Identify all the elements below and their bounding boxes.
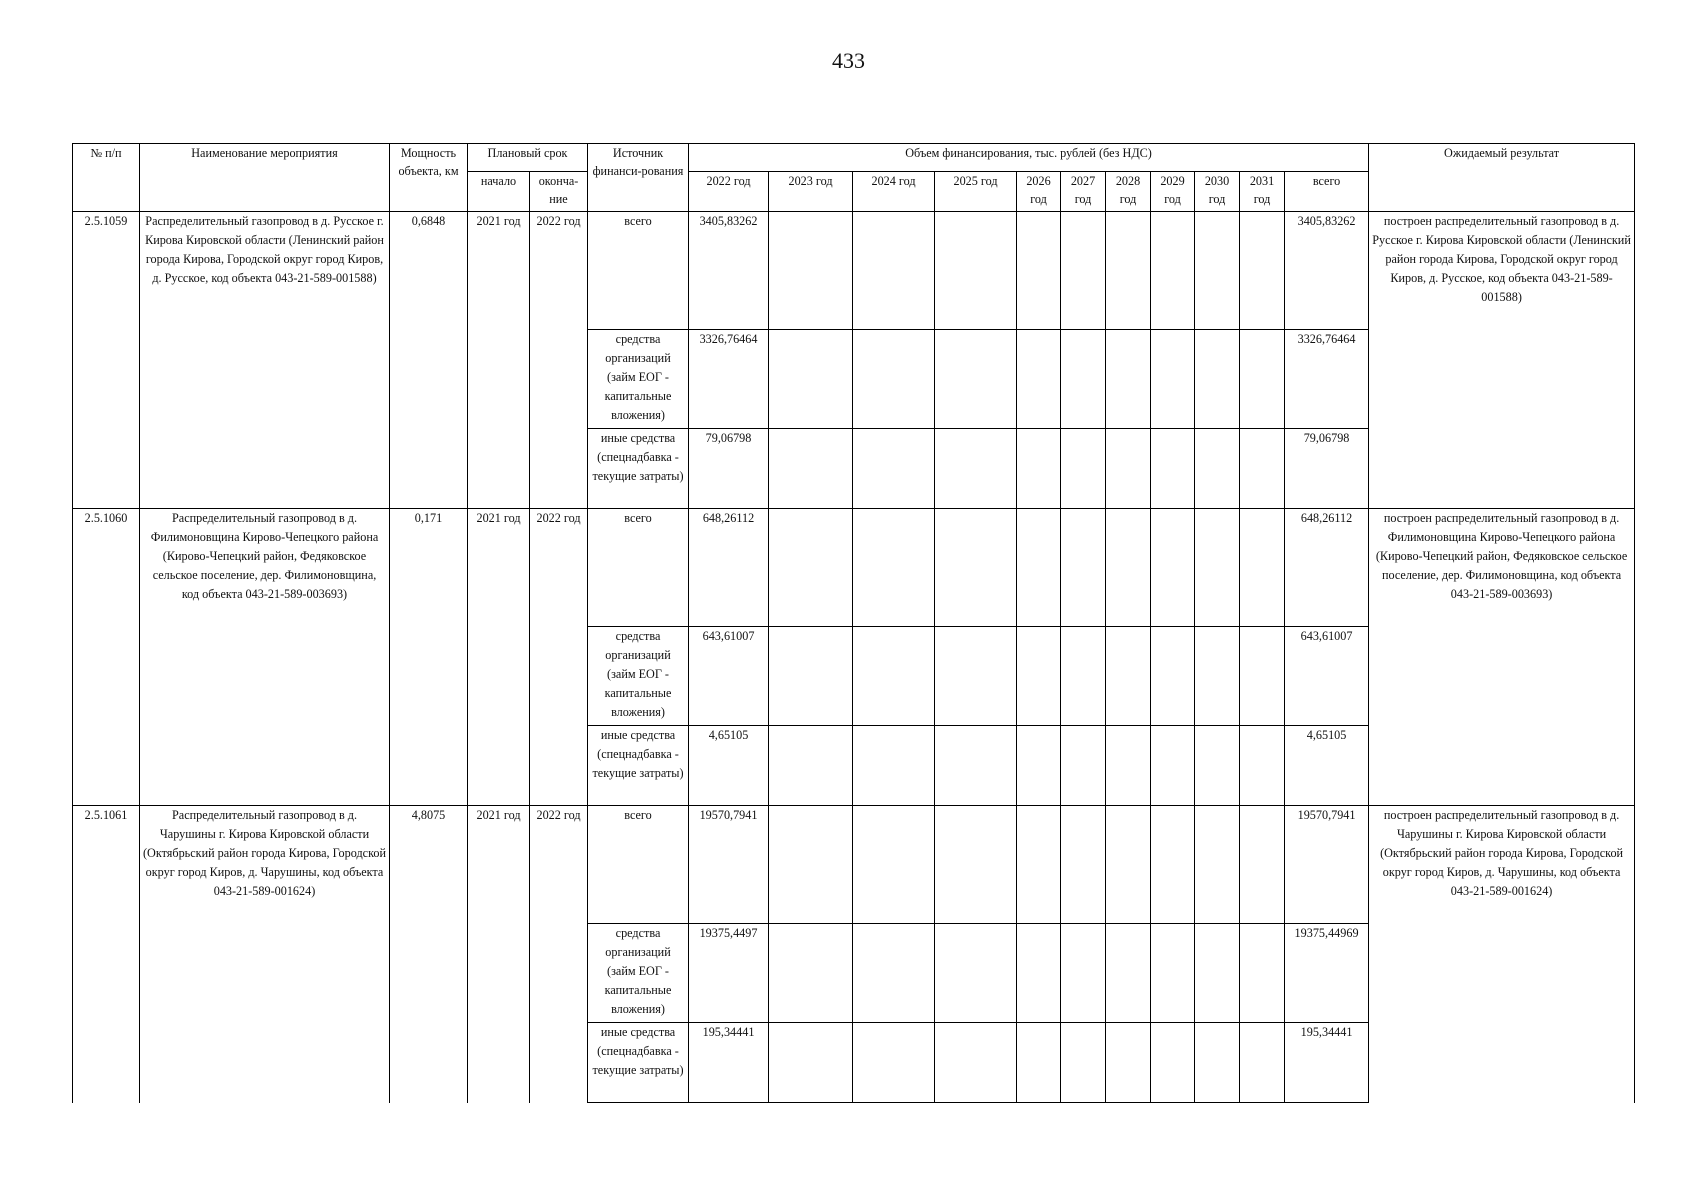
- row-value-total: 79,06798: [1285, 429, 1369, 509]
- row-name: Распределительный газопровод в д. Филимоновщина Кирово-Чепецкого района (Кирово-Чепецкий район, Федяковское сельское поселение, дер. Филимоновщина, код объекта 043-21-589-003693): [140, 509, 390, 806]
- header-end: оконча-ние: [530, 172, 588, 212]
- empty-cell: [1106, 627, 1151, 726]
- empty-cell: [1151, 726, 1195, 806]
- empty-cell: [1195, 627, 1240, 726]
- empty-cell: [769, 726, 853, 806]
- row-source: всего: [588, 806, 689, 924]
- empty-cell: [1017, 924, 1061, 1023]
- row-capacity: 0,6848: [390, 212, 468, 509]
- empty-cell: [1017, 509, 1061, 627]
- header-year-2028: 2028 год: [1106, 172, 1151, 212]
- empty-cell: [769, 627, 853, 726]
- empty-cell: [935, 212, 1017, 330]
- empty-cell: [1240, 1023, 1285, 1103]
- empty-cell: [1195, 924, 1240, 1023]
- row-name: Распределительный газопровод в д. Чарушины г. Кирова Кировской области (Октябрьский район города Кирова, Городской округ город Киров, д. Чарушины, код объекта 043-21-589-001624): [140, 806, 390, 1103]
- empty-cell: [1240, 806, 1285, 924]
- empty-cell: [1151, 509, 1195, 627]
- row-value-2022: 19570,7941: [689, 806, 769, 924]
- empty-cell: [853, 924, 935, 1023]
- empty-cell: [1061, 726, 1106, 806]
- row-value-2022: 79,06798: [689, 429, 769, 509]
- header-year-2026: 2026 год: [1017, 172, 1061, 212]
- empty-cell: [1195, 806, 1240, 924]
- header-capacity: Мощность объекта, км: [390, 144, 468, 212]
- empty-cell: [935, 726, 1017, 806]
- empty-cell: [1151, 330, 1195, 429]
- empty-cell: [1106, 509, 1151, 627]
- empty-cell: [853, 726, 935, 806]
- row-start: 2021 год: [468, 806, 530, 1103]
- header-name: Наименование мероприятия: [140, 144, 390, 212]
- header-year-2030: 2030 год: [1195, 172, 1240, 212]
- row-start: 2021 год: [468, 212, 530, 509]
- empty-cell: [853, 330, 935, 429]
- header-plan-term: Плановый срок: [468, 144, 588, 172]
- empty-cell: [1240, 726, 1285, 806]
- empty-cell: [1061, 509, 1106, 627]
- row-value-total: 643,61007: [1285, 627, 1369, 726]
- row-start: 2021 год: [468, 509, 530, 806]
- empty-cell: [1106, 1023, 1151, 1103]
- empty-cell: [1017, 726, 1061, 806]
- row-value-2022: 3326,76464: [689, 330, 769, 429]
- row-value-2022: 19375,4497: [689, 924, 769, 1023]
- empty-cell: [1017, 627, 1061, 726]
- empty-cell: [935, 429, 1017, 509]
- empty-cell: [769, 429, 853, 509]
- row-num: 2.5.1060: [73, 509, 140, 806]
- empty-cell: [1061, 212, 1106, 330]
- empty-cell: [769, 509, 853, 627]
- empty-cell: [1061, 429, 1106, 509]
- row-value-total: 19570,7941: [1285, 806, 1369, 924]
- header-start: начало: [468, 172, 530, 212]
- row-name: Распределительный газопровод в д. Русское г. Кирова Кировской области (Ленинский район города Кирова, Городской округ город Киров, д. Русское, код объекта 043-21-589-001588): [140, 212, 390, 509]
- table-header: [73, 144, 1635, 212]
- empty-cell: [769, 924, 853, 1023]
- empty-cell: [1151, 924, 1195, 1023]
- table-row: [73, 509, 1635, 627]
- row-source: средства организаций (займ ЕОГ - капитальные вложения): [588, 924, 689, 1023]
- empty-cell: [1195, 429, 1240, 509]
- empty-cell: [1017, 1023, 1061, 1103]
- row-capacity: 0,171: [390, 509, 468, 806]
- empty-cell: [853, 806, 935, 924]
- table-row: [73, 212, 1635, 330]
- header-year-2025: 2025 год: [935, 172, 1017, 212]
- header-year-2031: 2031 год: [1240, 172, 1285, 212]
- empty-cell: [1240, 509, 1285, 627]
- empty-cell: [769, 1023, 853, 1103]
- empty-cell: [853, 212, 935, 330]
- row-value-2022: 643,61007: [689, 627, 769, 726]
- empty-cell: [1061, 330, 1106, 429]
- row-num: 2.5.1059: [73, 212, 140, 509]
- empty-cell: [935, 509, 1017, 627]
- row-value-total: 3405,83262: [1285, 212, 1369, 330]
- row-source: иные средства (спецнадбавка - текущие затраты): [588, 1023, 689, 1103]
- financing-table: [72, 143, 1635, 1103]
- empty-cell: [935, 924, 1017, 1023]
- empty-cell: [853, 429, 935, 509]
- empty-cell: [935, 1023, 1017, 1103]
- empty-cell: [1106, 330, 1151, 429]
- row-num: 2.5.1061: [73, 806, 140, 1103]
- row-value-total: 19375,44969: [1285, 924, 1369, 1023]
- empty-cell: [1106, 726, 1151, 806]
- header-total: всего: [1285, 172, 1369, 212]
- row-value-2022: 195,34441: [689, 1023, 769, 1103]
- row-source: средства организаций (займ ЕОГ - капитальные вложения): [588, 627, 689, 726]
- table-row: [73, 806, 1635, 924]
- empty-cell: [769, 806, 853, 924]
- empty-cell: [1195, 726, 1240, 806]
- header-result: Ожидаемый результат: [1369, 144, 1635, 212]
- row-value-total: 4,65105: [1285, 726, 1369, 806]
- row-source: всего: [588, 509, 689, 627]
- row-value-2022: 3405,83262: [689, 212, 769, 330]
- header-year-2029: 2029 год: [1151, 172, 1195, 212]
- empty-cell: [1240, 924, 1285, 1023]
- empty-cell: [1106, 429, 1151, 509]
- header-year-2027: 2027 год: [1061, 172, 1106, 212]
- empty-cell: [1240, 212, 1285, 330]
- empty-cell: [935, 330, 1017, 429]
- empty-cell: [1017, 330, 1061, 429]
- row-value-total: 3326,76464: [1285, 330, 1369, 429]
- row-source: иные средства (спецнадбавка - текущие затраты): [588, 726, 689, 806]
- header-year-2024: 2024 год: [853, 172, 935, 212]
- empty-cell: [1195, 330, 1240, 429]
- empty-cell: [1151, 627, 1195, 726]
- row-capacity: 4,8075: [390, 806, 468, 1103]
- empty-cell: [1106, 924, 1151, 1023]
- empty-cell: [1240, 429, 1285, 509]
- row-source: иные средства (спецнадбавка - текущие затраты): [588, 429, 689, 509]
- row-source: средства организаций (займ ЕОГ - капитальные вложения): [588, 330, 689, 429]
- empty-cell: [1061, 924, 1106, 1023]
- row-end: 2022 год: [530, 806, 588, 1103]
- empty-cell: [853, 627, 935, 726]
- row-result: построен распределительный газопровод в д. Чарушины г. Кирова Кировской области (Октябрьский район города Кирова, Городской округ город Киров, д. Чарушины, код объекта 043-21-589-001624): [1369, 806, 1635, 1103]
- row-end: 2022 год: [530, 509, 588, 806]
- empty-cell: [853, 509, 935, 627]
- row-value-total: 195,34441: [1285, 1023, 1369, 1103]
- header-num: № п/п: [73, 144, 140, 212]
- empty-cell: [935, 627, 1017, 726]
- empty-cell: [769, 212, 853, 330]
- empty-cell: [1061, 806, 1106, 924]
- empty-cell: [1195, 1023, 1240, 1103]
- row-result: построен распределительный газопровод в д. Филимоновщина Кирово-Чепецкого района (Кирово-Чепецкий район, Федяковское сельское поселение, дер. Филимоновщина, код объекта 043-21-589-003693): [1369, 509, 1635, 806]
- row-source: всего: [588, 212, 689, 330]
- empty-cell: [1061, 627, 1106, 726]
- empty-cell: [1195, 212, 1240, 330]
- row-value-total: 648,26112: [1285, 509, 1369, 627]
- empty-cell: [1151, 1023, 1195, 1103]
- row-end: 2022 год: [530, 212, 588, 509]
- row-value-2022: 648,26112: [689, 509, 769, 627]
- empty-cell: [1240, 330, 1285, 429]
- empty-cell: [769, 330, 853, 429]
- header-source: Источник финанси-рования: [588, 144, 689, 212]
- empty-cell: [935, 806, 1017, 924]
- empty-cell: [1017, 806, 1061, 924]
- empty-cell: [1240, 627, 1285, 726]
- empty-cell: [1106, 806, 1151, 924]
- header-year-2023: 2023 год: [769, 172, 853, 212]
- empty-cell: [1017, 212, 1061, 330]
- header-funding: Объем финансирования, тыс. рублей (без НДС): [689, 144, 1369, 172]
- empty-cell: [1195, 509, 1240, 627]
- empty-cell: [1151, 429, 1195, 509]
- empty-cell: [1017, 429, 1061, 509]
- page-number: 433: [832, 48, 865, 73]
- empty-cell: [1151, 806, 1195, 924]
- empty-cell: [1061, 1023, 1106, 1103]
- empty-cell: [1106, 212, 1151, 330]
- row-result: построен распределительный газопровод в д. Русское г. Кирова Кировской области (Ленинский район города Кирова, Городской округ город Киров, д. Русское, код объекта 043-21-589-001588): [1369, 212, 1635, 509]
- empty-cell: [1151, 212, 1195, 330]
- header-year-2022: 2022 год: [689, 172, 769, 212]
- row-value-2022: 4,65105: [689, 726, 769, 806]
- empty-cell: [853, 1023, 935, 1103]
